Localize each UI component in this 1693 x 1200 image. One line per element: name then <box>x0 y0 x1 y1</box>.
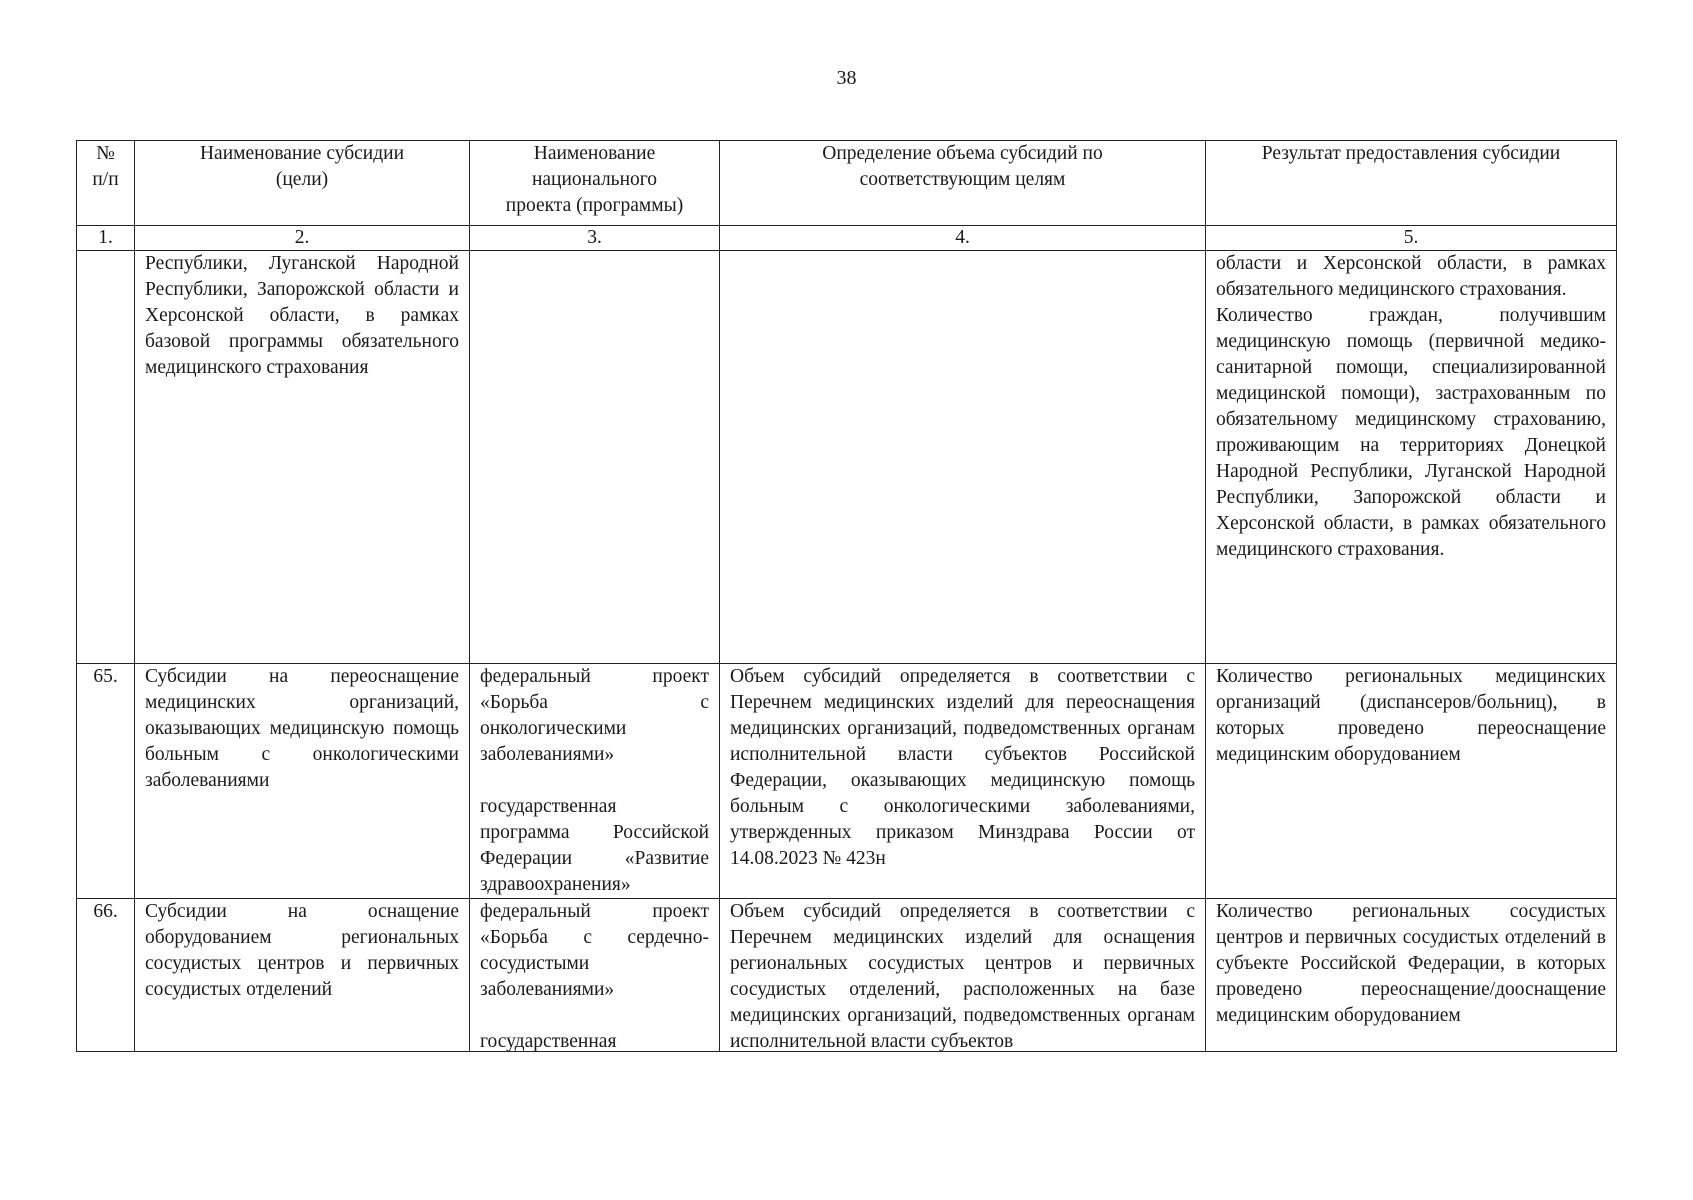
project-text: федеральный проект «Борьба с онкологическими заболеваниями» <box>480 666 709 765</box>
column-index-row <box>77 226 1617 251</box>
definition-cell <box>720 664 1206 899</box>
result-cell <box>1206 899 1617 1052</box>
header-result <box>1206 141 1617 226</box>
header-text: Результат предоставления субсидии <box>1261 143 1561 164</box>
header-text: проекта (программы) <box>505 195 684 216</box>
column-index: 2. <box>135 226 470 251</box>
row-number <box>77 251 135 664</box>
page-number: 38 <box>836 67 857 89</box>
column-index: 3. <box>470 226 720 251</box>
project-text-secondary: государственная программа Российской Федерации «Развитие здравоохранения» <box>480 796 709 895</box>
table-row <box>77 251 1617 664</box>
result-text: области и Херсонской области, в рамках обязательного медицинского страхования. <box>1216 253 1606 300</box>
project-text-secondary: государственная <box>480 1031 617 1051</box>
result-text-secondary: Количество граждан, получившим медицинскую помощь (первичной медико-санитарной помощи, специализированной медицинской помощи), застрахованным по обязательному медицинскому страхованию, проживающим на территориях Донецкой Народной Республики, Луганской Народной Республики, Запорожской области и Херсонской области, в рамках обязательного медицинского страхования. <box>1216 305 1606 560</box>
project-cell-content <box>480 899 709 1051</box>
result-text: Количество региональных сосудистых центров и первичных сосудистых отделений в субъекте Российской Федерации, в которых проведено переоснащение/дооснащение медицинским оборудованием <box>1216 901 1606 1026</box>
result-cell <box>1206 664 1617 899</box>
header-text: Наименование <box>533 143 656 164</box>
header-num <box>77 141 135 226</box>
table-row <box>77 899 1617 1052</box>
subsidy-name: Республики, Луганской Народной Республики, Запорожской области и Херсонской области, в рамках базовой программы обязательного медицинского страхования <box>145 253 459 378</box>
row-number: 65. <box>77 664 135 899</box>
subsidy-name-cell <box>135 251 470 664</box>
header-text: соответствующим целям <box>859 169 1066 190</box>
project-text: федеральный проект «Борьба с сердечно-сосудистыми заболеваниями» <box>480 901 709 1000</box>
paragraph-gap <box>480 1003 709 1029</box>
table-header-row <box>77 141 1617 226</box>
subsidy-name-cell <box>135 899 470 1052</box>
definition-text: Объем субсидий определяется в соответствии с Перечнем медицинских изделий для переоснащения медицинских организаций, подведомственных органам исполнительной власти субъектов Российской Федерации, оказывающих медицинскую помощь больным с онкологическими заболеваниями, утвержденных приказом Минздрава России от 14.08.2023 № 423н <box>730 666 1195 869</box>
paragraph-gap <box>480 768 709 794</box>
header-text: Определение объема субсидий по <box>822 143 1103 164</box>
result-cell-content <box>1216 899 1606 1029</box>
project-cell <box>470 899 720 1052</box>
table-row <box>77 664 1617 899</box>
subsidy-table <box>76 140 1617 1052</box>
definition-text: Объем субсидий определяется в соответствии с Перечнем медицинских изделий для оснащения региональных сосудистых центров и первичных сосудистых отделений, расположенных на базе медицинских организаций, подведомственных органам исполнительной власти субъектов <box>730 901 1195 1051</box>
result-text: Количество региональных медицинских организаций (диспансеров/больниц), в которых проведено переоснащение медицинским оборудованием <box>1216 666 1606 765</box>
subsidy-name: Субсидии на оснащение оборудованием региональных сосудистых центров и первичных сосудистых отделений <box>145 901 459 1000</box>
column-index: 1. <box>77 226 135 251</box>
definition-cell <box>720 899 1206 1052</box>
header-text: п/п <box>92 169 119 190</box>
header-text: Наименование субсидии <box>199 143 405 164</box>
header-text: национального <box>531 169 658 190</box>
result-cell <box>1206 251 1617 664</box>
project-cell <box>470 664 720 899</box>
column-index: 5. <box>1206 226 1617 251</box>
header-text: № <box>96 143 115 164</box>
row-number: 66. <box>77 899 135 1052</box>
header-name <box>135 141 470 226</box>
header-text: (цели) <box>275 169 329 190</box>
column-index: 4. <box>720 226 1206 251</box>
subsidy-name-cell <box>135 664 470 899</box>
header-definition <box>720 141 1206 226</box>
project-cell <box>470 251 720 664</box>
subsidy-name: Субсидии на переоснащение медицинских организаций, оказывающих медицинскую помощь больным с онкологическими заболеваниями <box>145 666 459 791</box>
definition-cell <box>720 251 1206 664</box>
header-project <box>470 141 720 226</box>
